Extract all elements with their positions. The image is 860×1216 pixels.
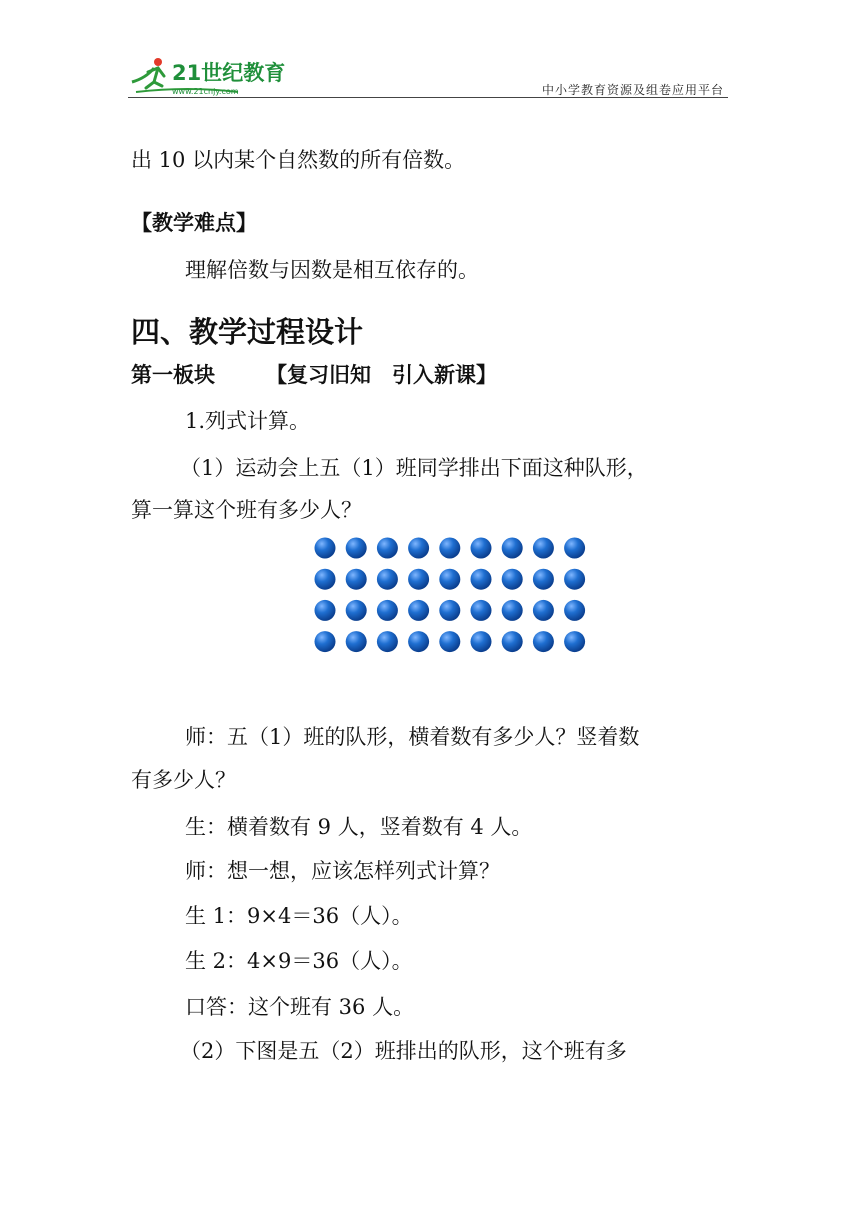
- student-dot: [315, 569, 336, 590]
- student-dot: [502, 631, 523, 652]
- student-dot: [533, 631, 554, 652]
- brand-logo: [128, 52, 298, 98]
- student-dot: [315, 538, 336, 559]
- text-line: 生：横着数有 9 人，竖着数有 4 人。: [185, 815, 533, 839]
- block-subtitle: 【复习旧知 引入新课】: [266, 363, 497, 387]
- text-line: 生 2：4×9＝36（人）。: [185, 949, 413, 973]
- student-dot: [502, 569, 523, 590]
- student-dot: [346, 538, 367, 559]
- text-line: 有多少人？: [131, 768, 236, 792]
- block-title: 第一板块: [131, 363, 215, 387]
- student-dot: [439, 569, 460, 590]
- text-line: 算一算这个班有多少人？: [131, 498, 362, 522]
- student-dot: [502, 538, 523, 559]
- text-line: 口答：这个班有 36 人。: [185, 995, 415, 1019]
- student-dot: [408, 600, 429, 621]
- text-line: 1.列式计算。: [185, 409, 311, 433]
- student-dot: [502, 600, 523, 621]
- student-dot: [533, 538, 554, 559]
- student-dot: [564, 600, 585, 621]
- text-line: （2）下图是五（2）班排出的队形，这个班有多: [180, 1039, 627, 1063]
- text-line: 生 1：9×4＝36（人）。: [185, 904, 413, 928]
- student-dot: [533, 569, 554, 590]
- student-dot: [377, 631, 398, 652]
- student-dot: [315, 631, 336, 652]
- section-heading: 四、教学过程设计: [131, 315, 364, 349]
- student-dot: [564, 631, 585, 652]
- section-label: 【教学难点】: [131, 211, 257, 235]
- brand-url: www.21cnjy.com: [172, 87, 239, 96]
- student-formation: [313, 536, 593, 664]
- student-dot: [377, 538, 398, 559]
- brand-main: 21世纪教育: [172, 61, 286, 85]
- text-line: 出 10 以内某个自然数的所有倍数。: [131, 148, 466, 172]
- student-dot: [377, 600, 398, 621]
- student-dot: [408, 631, 429, 652]
- student-dot: [471, 631, 492, 652]
- student-dot: [408, 538, 429, 559]
- text-line: （1）运动会上五（1）班同学排出下面这种队形，: [180, 456, 648, 480]
- student-dot: [439, 631, 460, 652]
- runner-logo-icon: [128, 52, 298, 98]
- student-dot: [346, 569, 367, 590]
- student-dot: [471, 538, 492, 559]
- student-dot: [471, 569, 492, 590]
- text-line: 理解倍数与因数是相互依存的。: [185, 258, 479, 282]
- student-dot: [315, 600, 336, 621]
- student-dot: [533, 600, 554, 621]
- student-dot: [377, 569, 398, 590]
- student-dot: [439, 600, 460, 621]
- header-divider: [128, 97, 728, 98]
- platform-tagline: 中小学教育资源及组卷应用平台: [541, 83, 724, 97]
- student-dot: [346, 600, 367, 621]
- text-line: 师：想一想，应该怎样列式计算？: [185, 859, 500, 883]
- student-dot: [408, 569, 429, 590]
- text-line: 师：五（1）班的队形，横着数有多少人？竖着数: [185, 725, 640, 749]
- student-dot: [346, 631, 367, 652]
- student-dot: [564, 538, 585, 559]
- student-dot: [471, 600, 492, 621]
- student-dot: [564, 569, 585, 590]
- page-header: [128, 52, 728, 100]
- student-dot: [439, 538, 460, 559]
